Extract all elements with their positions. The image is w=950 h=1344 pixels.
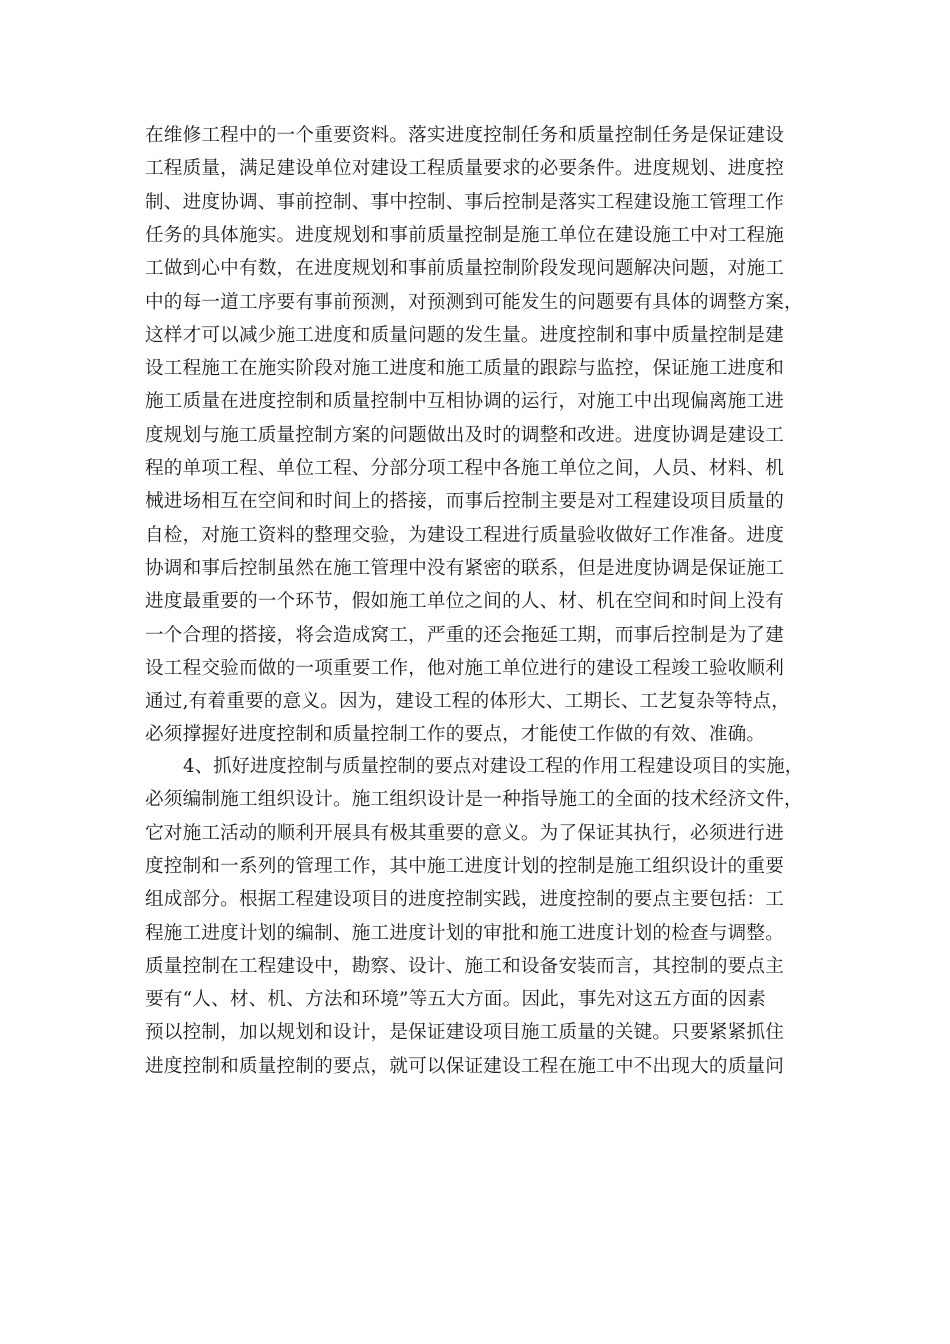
text-line: 必须编制施工组织设计。施工组织设计是一种指导施工的全面的技术经济文件， <box>145 789 803 811</box>
text-line: 任务的具体施实。进度规划和事前质量控制是施工单位在建设施工中对工程施 <box>145 224 784 246</box>
text-line: 必须撑握好进度控制和质量控制工作的要点，才能使工作做的有效、准确。 <box>145 724 766 746</box>
text-line: 进度控制和质量控制的要点，就可以保证建设工程在施工中不出现大的质量问 <box>145 1055 784 1077</box>
text-line: 制、进度协调、事前控制、事中控制、事后控制是落实工程建设施工管理工作 <box>145 191 784 213</box>
text-line: 械进场相互在空间和时间上的搭接，而事后控制主要是对工程建设项目质量的 <box>145 491 784 513</box>
text-line: 质量控制在工程建设中，勘察、设计、施工和设备安装而言，其控制的要点主 <box>145 955 784 977</box>
text-line: 设工程施工在施实阶段对施工进度和施工质量的跟踪与监控，保证施工进度和 <box>145 358 784 380</box>
text-line: 工程质量，满足建设单位对建设工程质量要求的必要条件。进度规划、进度控 <box>145 158 784 180</box>
text-line: 中的每一道工序要有事前预测，对预测到可能发生的问题要有具体的调整方案， <box>145 291 803 313</box>
text-line: 度控制和一系列的管理工作，其中施工进度计划的控制是施工组织设计的重要 <box>145 855 784 877</box>
text-line: 通过,有着重要的意义。因为，建设工程的体形大、工期长、工艺复杂等特点， <box>145 691 791 713</box>
text-line: 它对施工活动的顺利开展具有极其重要的意义。为了保证其执行，必须进行进 <box>145 822 784 844</box>
text-line: 程的单项工程、单位工程、分部分项工程中各施工单位之间，人员、材料、机 <box>145 458 784 479</box>
text-line: 预以控制，加以规划和设计，是保证建设项目施工质量的关键。只要紧紧抓住 <box>145 1022 784 1044</box>
text-line: 程施工进度计划的编制、施工进度计划的审批和施工进度计划的检查与调整。 <box>145 922 784 944</box>
text-line: 在维修工程中的一个重要资料。落实进度控制任务和质量控制任务是保证建设 <box>145 125 784 146</box>
text-line: 组成部分。根据工程建设项目的进度控制实践，进度控制的要点主要包括：工 <box>145 889 784 911</box>
text-line: 施工质量在进度控制和质量控制中互相协调的运行，对施工中出现偏离施工进 <box>145 391 784 413</box>
text-line: 工做到心中有数，在进度规划和事前质量控制阶段发现问题解决问题，对施工 <box>145 258 784 280</box>
text-line: 这样才可以减少施工进度和质量问题的发生量。进度控制和事中质量控制是建 <box>145 324 784 346</box>
text-line: 设工程交验而做的一项重要工作，他对施工单位进行的建设工程竣工验收顺利 <box>145 657 784 679</box>
text-line: 自检，对施工资料的整理交验，为建设工程进行质量验收做好工作准备。进度 <box>145 524 784 546</box>
text-line: 要有“人、材、机、方法和环境”等五大方面。因此，事先对这五方面的因素 <box>145 989 766 1011</box>
text-line: 进度最重要的一个环节，假如施工单位之间的人、材、机在空间和时间上没有 <box>145 591 784 613</box>
text-line: 协调和事后控制虽然在施工管理中没有紧密的联系，但是进度协调是保证施工 <box>145 557 784 579</box>
text-line: 4、抓好进度控制与质量控制的要点对建设工程的作用工程建设项目的实施， <box>183 756 804 777</box>
text-line: 度规划与施工质量控制方案的问题做出及时的调整和改进。进度协调是建设工 <box>145 424 784 446</box>
text-line: 一个合理的搭接，将会造成窝工，严重的还会拖延工期，而事后控制是为了建 <box>145 624 784 646</box>
